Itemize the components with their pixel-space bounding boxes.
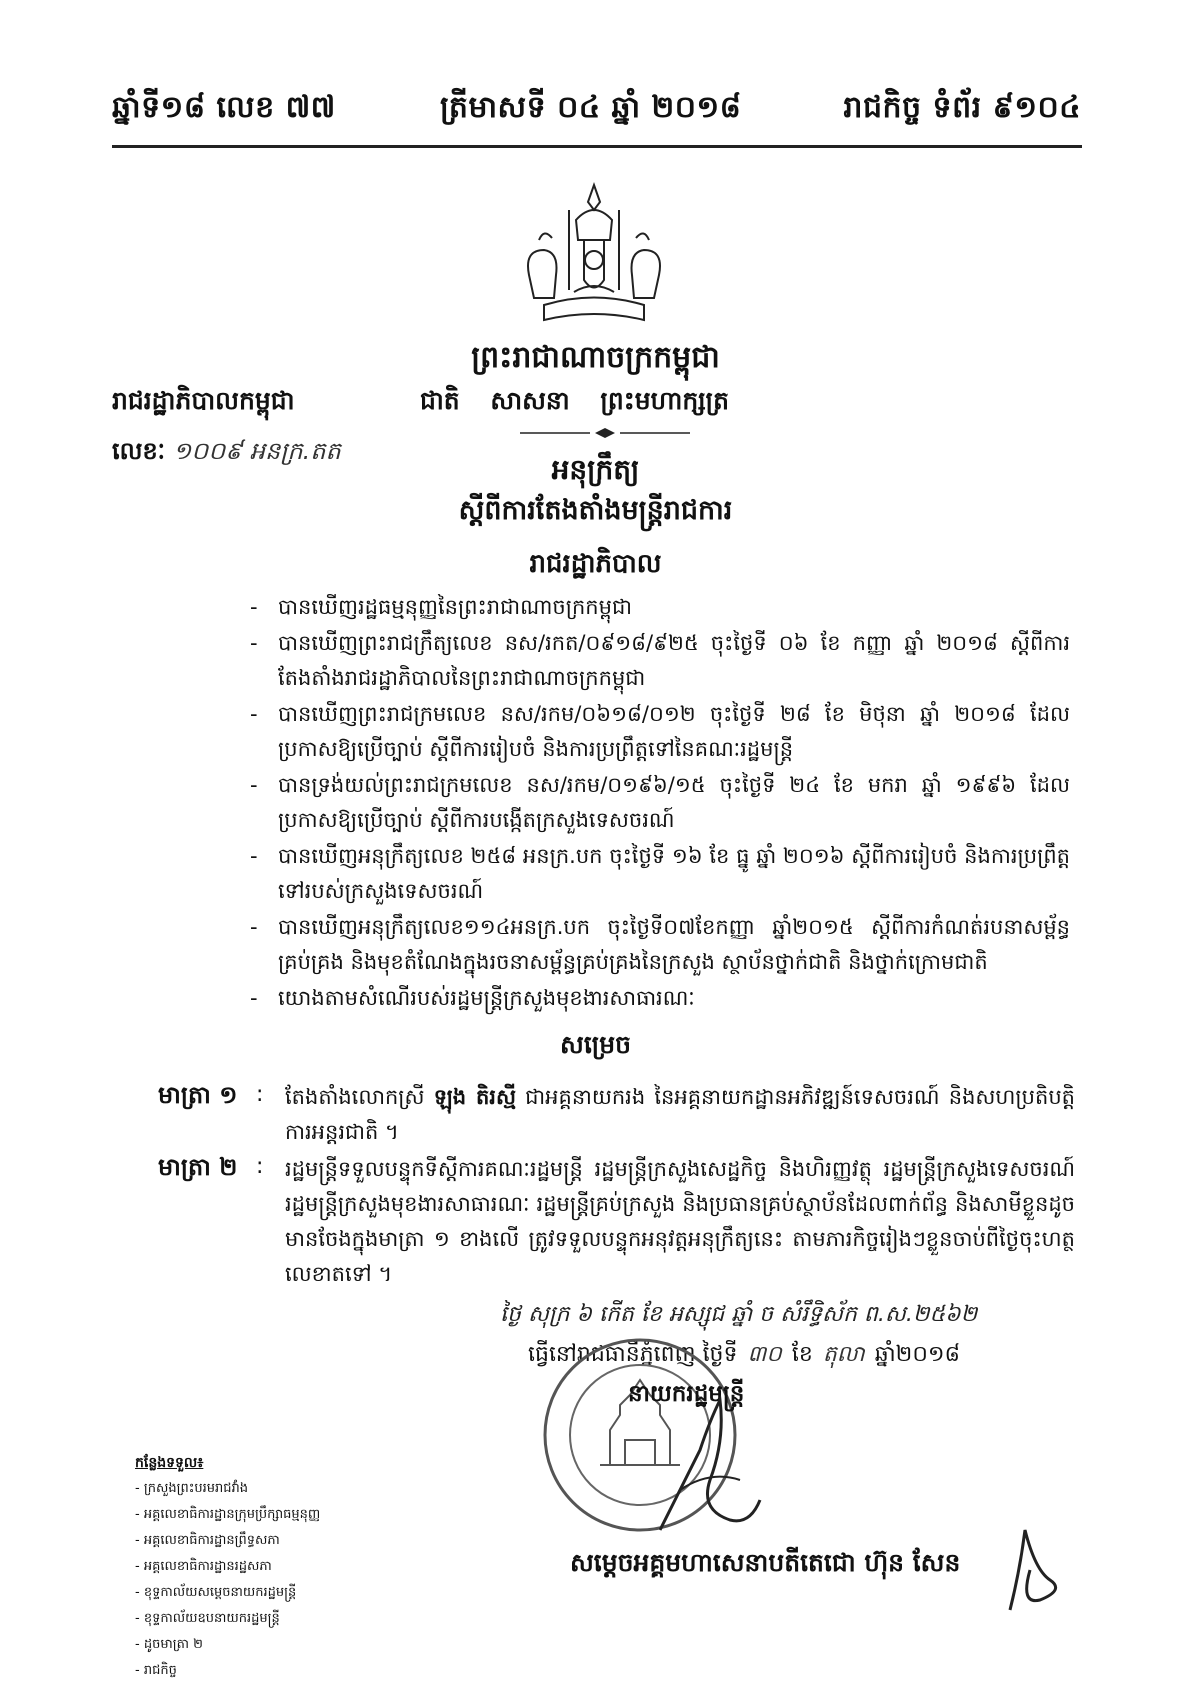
issuing-body: រាជរដ្ឋាភិបាល — [529, 549, 662, 579]
recipients-title: កន្លែងទទួល៖ — [135, 1455, 204, 1471]
appointee-name: ឡុង តិរស្មី — [433, 1085, 516, 1109]
recipient-item: - អគ្គលេខាធិការដ្ឋានរដ្ឋសភា — [135, 1559, 272, 1574]
header-divider — [112, 145, 1082, 148]
article-2-label: មាត្រា ២ — [158, 1153, 238, 1181]
recipient-item: - អគ្គលេខាធិការដ្ឋានព្រឹទ្ធសភា — [135, 1533, 280, 1548]
royal-arms-emblem — [514, 180, 674, 330]
decision-heading: សម្រេច — [560, 1030, 631, 1059]
national-motto: ជាតិ សាសនា ព្រះមហាក្សត្រ — [420, 386, 729, 415]
decree-number-label: លេខៈ — [112, 437, 166, 465]
preamble-text: បានឃើញរដ្ឋធម្មនុញ្ញនៃព្រះរាជាណាចក្រកម្ពុជា — [278, 595, 632, 619]
signing-year: ឆ្នាំ២០១៨ — [874, 1342, 961, 1367]
recipient-item: - អគ្គលេខាធិការដ្ឋានក្រុមប្រឹក្សាធម្មនុញ្ញ — [135, 1507, 321, 1522]
article-1-text — [285, 1080, 1075, 1150]
recipient-item: - ក្រសួងព្រះបរមរាជវាំង — [135, 1481, 249, 1496]
article-2-text: រដ្ឋមន្ត្រីទទួលបន្ទុកទីស្តីការគណៈរដ្ឋមន្ត្រី រដ្ឋមន្ត្រីក្រសួងសេដ្ឋកិច្ច និងហិរញ្ញវត្ថុ រដ្ឋមន្ត្រីក្រសួងទេសចរណ៍ រដ្ឋមន្ត្រីក្រសួងមុខងារសាធារណៈ រដ្ឋមន្ត្រីគ្រប់ក្រសួង និងប្រធានគ្រប់ស្ថាប័នដែលពាក់ព័ន្ធ និងសាមីខ្លួនដូចមានចែងក្នុងមាត្រា ១ ខាងលើ ត្រូវទទួលបន្ទុកអនុវត្តអនុក្រឹត្យនេះ តាមភារកិច្ចរៀងៗខ្លួនចាប់ពីថ្ងៃចុះហត្ថលេខាតទៅ ។ — [285, 1157, 1075, 1286]
lunar-date: ថ្ងៃ សុក្រ ៦ កើត ខែ អស្សុជ ឆ្នាំ ច សំរឹទ្ធិស័ក ព.ស.២៥៦២ — [500, 1302, 978, 1327]
preamble-text: យោងតាមសំណើរបស់រដ្ឋមន្ត្រីក្រសួងមុខងារសាធារណៈ — [278, 985, 695, 1010]
article-1-text-before: តែងតាំងលោកស្រី — [285, 1085, 434, 1109]
signing-month: តុលា — [822, 1342, 865, 1367]
preamble-item: - បានឃើញព្រះរាជក្រឹត្យលេខ នស/រកត/០៩១៨/៩២៥ ចុះថ្ងៃទី ០៦ ខែ កញ្ញា ឆ្នាំ ២០១៨ ស្តីពីការតែងតាំងរាជរដ្ឋាភិបាលនៃព្រះរាជាណាចក្រកម្ពុជា — [250, 630, 1070, 690]
recipients-list — [135, 1476, 320, 1684]
preamble-item: - បានទ្រង់យល់ព្រះរាជក្រមលេខ នស/រកម/០១៩៦/១៥ ចុះថ្ងៃទី ២៤ ខែ មករា ឆ្នាំ ១៩៩៦ ដែលប្រកាសឱ្យប្រើច្បាប់ ស្តីពីការបង្កើតក្រសួងទេសចរណ៍ — [250, 772, 1070, 832]
header-year-issue: ឆ្នាំទី១៨ លេខ ៧៧ — [112, 90, 336, 125]
header-page-number: រាជកិច្ច ទំព័រ ៩១០៤ — [843, 90, 1081, 125]
preamble-item: - បានឃើញព្រះរាជក្រមលេខ នស/រកម/០៦១៨/០១២ ចុះថ្ងៃទី ២៨ ខែ មិថុនា ឆ្នាំ ២០១៨ ដែលប្រកាសឱ្យប្រើច្បាប់ ស្តីពីការរៀបចំ និងការប្រព្រឹត្តទៅនៃគណៈរដ្ឋមន្ត្រី — [250, 701, 1070, 761]
article-2-colon: : — [256, 1154, 264, 1179]
place-label: ធ្វើនៅរាជធានីភ្នំពេញ ថ្ងៃទី — [528, 1342, 738, 1367]
article-1-label: មាត្រា ១ — [158, 1081, 238, 1109]
recipients-block — [135, 1450, 320, 1684]
preamble-item: - បានឃើញអនុក្រឹត្យលេខ១១៤អនក្រ.បក ចុះថ្ងៃទី០៧ខែកញ្ញា ឆ្នាំ២០១៥ ស្តីពីការកំណត់របនាសម្ព័ន្ធគ្រប់គ្រង និងមុខតំណែងក្នុងរចនាសម្ព័ន្ធគ្រប់គ្រងនៃក្រសួង ស្ថាប័នថ្នាក់ជាតិ និងថ្នាក់ក្រោមជាតិ — [250, 914, 1070, 974]
recipient-item: - ខុទ្ទកាល័យសម្តេចនាយករដ្ឋមន្ត្រី — [135, 1585, 297, 1600]
kingdom-title: ព្រះរាជាណាចក្រកម្ពុជា — [471, 340, 720, 375]
month-label: ខែ — [791, 1342, 813, 1367]
preamble-item: - បានឃើញរដ្ឋធម្មនុញ្ញនៃព្រះរាជាណាចក្រកម្ពុជា — [250, 595, 632, 619]
decree-number-value: ១០០៩ អនក្រ.តត — [173, 437, 341, 465]
preamble-text: បានឃើញព្រះរាជក្រឹត្យលេខ នស/រកត/០៩១៨/៩២៥ ចុះថ្ងៃទី ០៦ ខែ កញ្ញា ឆ្នាំ ២០១៨ ស្តីពីការតែងតាំងរាជរដ្ឋាភិបាលនៃព្រះរាជាណាចក្រកម្ពុជា — [278, 630, 1070, 690]
ornament-divider — [520, 427, 690, 439]
preamble-list — [250, 590, 1070, 1016]
recipient-item: - ខុទ្ទកាល័យឧបនាយករដ្ឋមន្ត្រី — [135, 1611, 280, 1626]
document-type-title: អនុក្រឹត្យ — [551, 453, 640, 486]
header-quarter: ត្រីមាសទី ០៤ ឆ្នាំ ២០១៨ — [440, 90, 742, 125]
article-1-text-after: ជាអគ្គនាយករង នៃអគ្គនាយកដ្ឋានអភិវឌ្ឍន៍ទេសចរណ៍ និងសហប្រតិបត្តិការអន្តរជាតិ ។ — [285, 1085, 1075, 1144]
handwritten-signature — [640, 1390, 780, 1540]
recipient-item: - រាជកិច្ច — [135, 1663, 177, 1678]
article-1-colon: : — [256, 1082, 264, 1107]
recipient-item: - ដូចមាត្រា ២ — [135, 1637, 203, 1652]
government-name: រាជរដ្ឋាភិបាលកម្ពុជា — [112, 386, 295, 415]
initial-mark — [1000, 1510, 1070, 1620]
signatory-name: សម្តេចអគ្គមហាសេនាបតីតេជោ ហ៊ុន សែន — [570, 1548, 961, 1577]
preamble-text: បានឃើញអនុក្រឹត្យលេខ១១៤អនក្រ.បក ចុះថ្ងៃទី០៧ខែកញ្ញា ឆ្នាំ២០១៥ ស្តីពីការកំណត់របនាសម្ព័ន្ធគ្រប់គ្រង និងមុខតំណែងក្នុងរចនាសម្ព័ន្ធគ្រប់គ្រងនៃក្រសួង ស្ថាប័នថ្នាក់ជាតិ និងថ្នាក់ក្រោមជាតិ — [278, 914, 1070, 974]
preamble-item: - យោងតាមសំណើរបស់រដ្ឋមន្ត្រីក្រសួងមុខងារសាធារណៈ — [250, 985, 695, 1010]
signatory-title: នាយករដ្ឋមន្ត្រី — [628, 1381, 745, 1407]
document-subject: ស្តីពីការតែងតាំងមន្ត្រីរាជការ — [458, 495, 733, 526]
preamble-text: បានទ្រង់យល់ព្រះរាជក្រមលេខ នស/រកម/០១៩៦/១៥ ចុះថ្ងៃទី ២៤ ខែ មករា ឆ្នាំ ១៩៩៦ ដែលប្រកាសឱ្យប្រើច្បាប់ ស្តីពីការបង្កើតក្រសួងទេសចរណ៍ — [278, 772, 1070, 832]
preamble-text: បានឃើញអនុក្រឹត្យលេខ ២៥៨ អនក្រ.បក ចុះថ្ងៃទី ១៦ ខែ ធ្នូ ឆ្នាំ ២០១៦ ស្តីពីការរៀបចំ និងការប្រព្រឹត្តទៅរបស់ក្រសួងទេសចរណ៍ — [278, 843, 1070, 903]
preamble-item: - បានឃើញអនុក្រឹត្យលេខ ២៥៨ អនក្រ.បក ចុះថ្ងៃទី ១៦ ខែ ធ្នូ ឆ្នាំ ២០១៦ ស្តីពីការរៀបចំ និងការប្រព្រឹត្តទៅរបស់ក្រសួងទេសចរណ៍ — [250, 843, 1070, 903]
signing-day: ៣០ — [747, 1342, 782, 1367]
preamble-text: បានឃើញព្រះរាជក្រមលេខ នស/រកម/០៦១៨/០១២ ចុះថ្ងៃទី ២៨ ខែ មិថុនា ឆ្នាំ ២០១៨ ដែលប្រកាសឱ្យប្រើច្បាប់ ស្តីពីការរៀបចំ និងការប្រព្រឹត្តទៅនៃគណៈរដ្ឋមន្ត្រី — [278, 701, 1070, 761]
